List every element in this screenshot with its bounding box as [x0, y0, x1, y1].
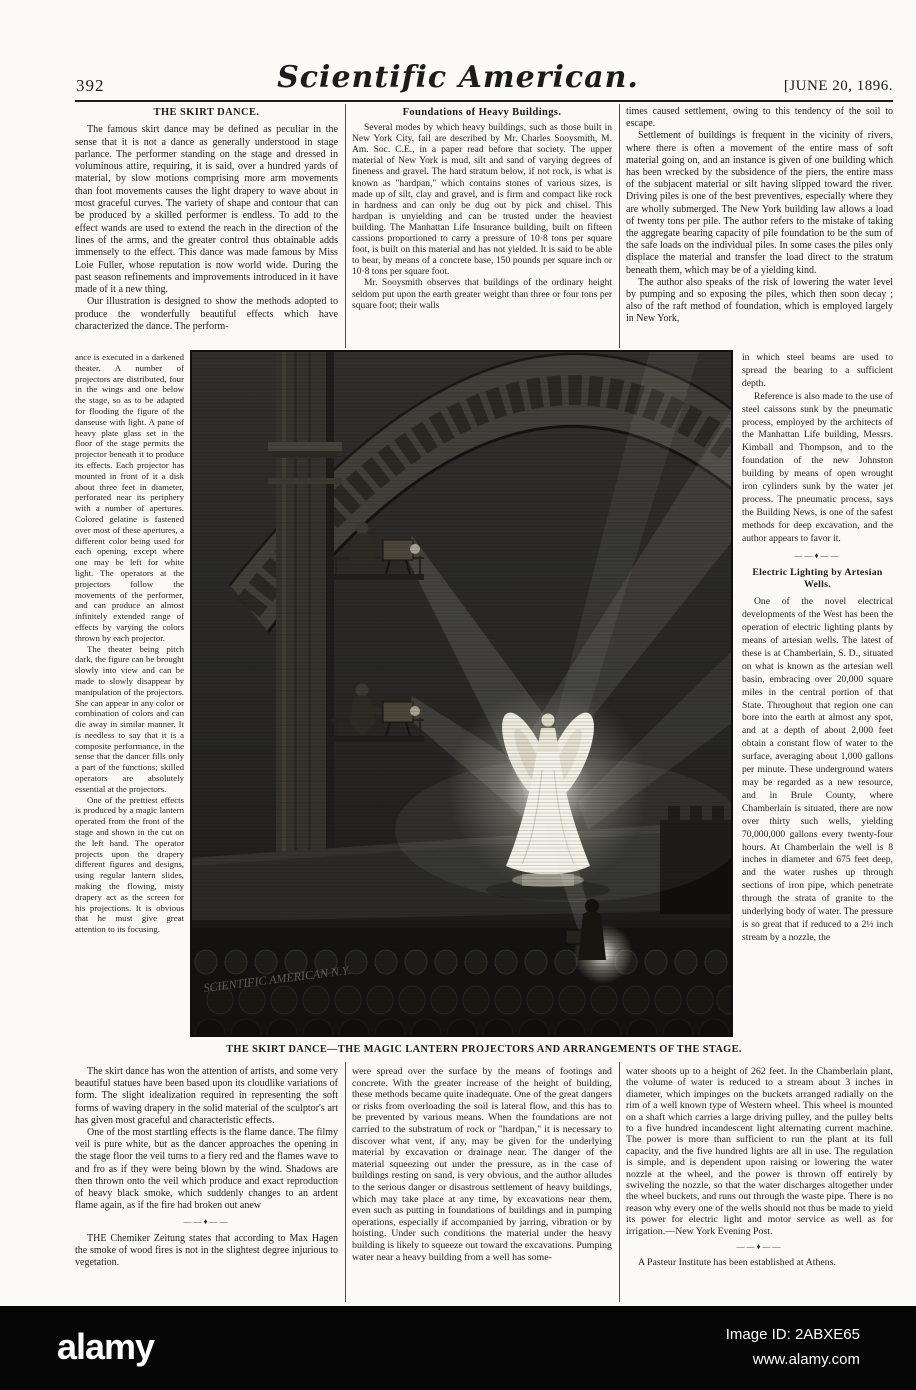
skirt-dance-article-top	[75, 106, 338, 350]
section-ornament: ——♦——	[794, 550, 841, 560]
article-note: A Pasteur Institute has been established at Athens.	[638, 1256, 837, 1268]
section-ornament: ——♦——	[736, 1242, 783, 1252]
skirt-dance-article-bottom	[75, 1066, 338, 1304]
engraving-texture	[190, 350, 733, 1037]
article-paragraph: Settlement of buildings is frequent in the vicinity of rivers, where there is often a movement of the entire mass of soft material going on, and an instance is given of one building which has been wrecked by the subsidence of the piers, the entire mass of the subjacent material or silt having slipped toward the river. Driving piles is one of the best preventives, especially where they are wholly submerged. The New York building law allows a load of twenty tons per pile. The author refers to the mistake of taking the aggregate bearing capacity of pile foundation to be the sum of the safe loads on the individual piles. In some cases the piles only displace the material and transfer the load direct to the stratum beneath them, which may be of a yielding kind.	[626, 130, 893, 276]
article-paragraph: were spread over the surface by the means of footings and concrete. With the greater increase of the height of building, these methods became quite inadequate. One of the great dangers or risks from overloading the soil is lateral flow, and this has to be prevented by various means. When the foundations are not carried to the substratum of rock or "hardpan," it is necessary to discover what vent, if any, may be given for the underlying material by excavation or drainage near. The danger of the material squeezing out under the pressure, as in the case of buildings resting on sand, is very obvious, and the author alludes to the serious danger or disastrous settlement of heavy buildings, which may take place at any time, by excavations near them, even such as putting in foundations of buildings and in pumping operations, especially if accompanied by jarring, vibration or by hoisting. Under such conditions the material under the heavy building is likely to squeeze out toward the excavations. Pumping water near a heavy building from a well has some-	[352, 1066, 612, 1263]
stage-engraving	[190, 350, 733, 1037]
masthead-title: Scientific American.	[277, 60, 639, 95]
column-rule	[619, 104, 620, 348]
alamy-logo: alamy	[57, 1326, 155, 1367]
article-paragraph: The author also speaks of the risk of lowering the water level by pumping and so exposing the piles, which then soon decay ; also of the raft method of foundation, which is employed largely in New York,	[626, 276, 893, 325]
article-paragraph: ance is executed in a darkened theater. A number of projectors are distributed, four in the wings and one below the stage, so as to be adapted for flooding the figure of the danseuse with light. A pane of heavy plate glass set in the floor of the stage permits the projector beneath it to produce its effects. Each projector has mounted in front of it a disk about three feet in diameter, perforated near its periphery with a number of apertures. Colored gelatine is fastened over most of these apertures, a different color being used for each opening, except where one may be left for white light. The operators at the projectors follow the movements of the performer, and can produce an almost infinitely extended range of effects by varying the colors thrown by each projector.	[75, 352, 184, 643]
artesian-heading: Electric Lighting by Artesian Wells.	[752, 566, 883, 591]
article-paragraph: times caused settlement, owing to this tendency of the soil to escape.	[626, 106, 893, 130]
stage-engraving-figure	[190, 350, 733, 1037]
foundations-article-top	[352, 106, 612, 350]
article-note: THE Chemiker Zeitung states that according to Max Hagen the smoke of wood fires is not in the slightest degree injurious to vegetation.	[75, 1232, 338, 1269]
foundations-heading: Foundations of Heavy Buildings.	[402, 107, 562, 118]
image-id: Image ID: 2ABXE65	[725, 1326, 860, 1343]
artesian-article-bottom	[626, 1066, 893, 1304]
column-rule	[345, 1062, 346, 1302]
page-number: 392	[76, 76, 105, 95]
alamy-url: www.alamy.com	[752, 1351, 860, 1368]
skirt-dance-article-narrow	[75, 352, 184, 1058]
article-paragraph: The famous skirt dance may be defined as peculiar in the sense that it is not a dance as generally understood in stage parlance. The performer standing on the stage and dressed in voluminous attire, requiring, it is said, over a hundred yards of material, by slow motions comprising more arm movements than foot movements causes the light drapery to wave about in most graceful curves. The variety of shape and contour that can be produced by a skilled performer is endless. To add to the effect wands are used to extend the reach in the direction of the lines of the arms, and the greater control thus obtainable adds immensely to the effect. This dance was made famous by Miss Loie Fuller, whose reputation is now world wide. During the past season refinements and improvements introduced in it have made of it a new thing.	[75, 124, 338, 296]
header-rule	[75, 100, 893, 102]
section-ornament: ——♦——	[183, 1217, 230, 1227]
watermark-bar	[0, 1306, 916, 1390]
article-paragraph: in which steel beams are used to spread the bearing to a sufficient depth.	[742, 352, 893, 389]
skirt-dance-heading: THE SKIRT DANCE.	[153, 107, 260, 118]
article-paragraph: water shoots up to a height of 262 feet. In the Chamberlain plant, the volume of water is reduced to a stream about 3 inches in diameter, which impinges on the buckets arranged radially on the rim of a well known type of Western wheel. This wheel is mounted on a shaft which carries a large driving pulley, and the pulley belts to a five hundred incandescent light alternating current machine. The power is more than sufficient to run the plant at its full capacity, and the five hundred lights are all in use. The regulation is simple, and is dependent upon raising or lowering the water nozzle at the wheel, and the power is thrown off entirely by swiveling the nozzle, so that the water discharges altogether under the wheel buckets, and runs out through the waste pipe. There is no reason why every one of the wells should not thus be made to yield its power for electric light and motor service as well as for irrigation.—New York Evening Post.	[626, 1066, 893, 1237]
article-paragraph: Several modes by which heavy buildings, such as those built in New York City, fail are described by Mr. Charles Sooysmith, M. Am. Soc. C.E., in a paper read before that society. The upper material of New York is mud, silt and sand of varying degrees of fineness and gravel. The hard stratum below, if not rock, is what is known as "hardpan," which contains stones of various sizes, is made up of silt, clay and gravel, and is firm and compact like rock in hardness and can only be dug out by pick and chisel. This hardpan is unyielding and can be trusted under the heaviest building. The Manhattan Life Insurance building, built on fifteen cassions proportioned to carry a pressure of 10·8 tons per square foot, is built on this material and has not yielded. It is said to be able to bear, by means of a concrete base, 150 pounds per square inch or 10·8 tons per square foot.	[352, 123, 612, 278]
article-paragraph: The theater being pitch dark, the figure can be brought slowly into view and can be made to slowly disappear by manipulation of the projectors. She can appear in any color or combination of colors and can die away in similar manner. It is needless to say that it is a composite performance, in the sense that the dancer fills only a part of the functions; skilled operators are absolutely essential at the projectors.	[75, 643, 184, 794]
article-paragraph: One of the prettiest effects is produced by a magic lantern operated from the front of the stage and shown in the cut on the left hand. The operator projects upon the drapery different figures and designs, using regular lantern slides, making the flowing, misty drapery act as the screen for his projections. It is obvious that he must give great attention to its focusing.	[75, 794, 184, 935]
column-rule	[345, 104, 346, 348]
article-paragraph: The skirt dance has won the attention of artists, and some very beautiful statues have been based upon its cloudlike variations of form. The slight idealization required in representing the soft forms of waving drapery in the solid material of the sculptor's art has given most graceful and characteristic effects.	[75, 1066, 338, 1126]
right-narrow-column	[742, 352, 893, 1042]
article-paragraph: One of the most startling effects is the flame dance. The filmy veil is pure white, but as the dancer approaches the opening in the stage floor the veil turns to a fiery red and the flames wave to and fro as if they were being blown by the wind. Shadows are then thrown onto the veil which produce and exact reproduction of heavy black smoke, which suddenly changes to an ardent flame again, as if the fire had broken out anew	[75, 1127, 338, 1212]
watermark-meta	[726, 1322, 860, 1372]
article-paragraph: Reference is also made to the use of steel caissons sunk by the pneumatic process, employed by the architects of the Manhattan Life building, Messrs. Kimball and Thompson, and to the foundation of the new Johnston building by means of open wrought iron cylinders sunk by the water jet process. The pneumatic process, says the Building News, is one of the safest methods for deep excavation, and the author appears to favor it.	[742, 390, 893, 544]
foundations-article-bottom	[352, 1066, 612, 1304]
illustration-caption: THE SKIRT DANCE—THE MAGIC LANTERN PROJECTORS AND ARRANGEMENTS OF THE STAGE.	[226, 1044, 742, 1055]
settlement-article-top	[626, 106, 893, 350]
column-rule	[619, 1062, 620, 1302]
article-paragraph: One of the novel electrical developments of the West has been the operation of electric lighting plants by means of artesian wells. The latest of these is at Chamberlain, S. D., situated on what is known as the artesian well basin, embracing over 20,000 square miles in the central portion of that State. Throughout that region one can bore into the earth at almost any spot, and at a depth of about 2,000 feet obtain a constant flow of water to the surface, averaging about 1,000 gallons per minute. These underground waters may be regarded as a new resource, and in Brule County, where Chamberlain is situated, there are now over thirty such wells, yielding 70,000,000 gallons every twenty-four hours. At Chamberlain the well is 8 inches in diameter and 675 feet deep, and the water rushes up through sections of iron pipe, which penetrate through the strata of granite to the underlying body of water. The pressure is so great that if reduced to a 2½ inch stream by a nozzle, the	[742, 596, 893, 943]
article-paragraph: Our illustration is designed to show the methods adopted to produce the wonderfully beautiful effects which have characterized the dance. The perform-	[75, 296, 338, 333]
article-paragraph: Mr. Sooysmith observes that buildings of the ordinary height seldom put upon the earth greater weight than three or four tons per square foot; their walls	[352, 278, 612, 311]
issue-date: [JUNE 20, 1896.	[783, 78, 893, 94]
